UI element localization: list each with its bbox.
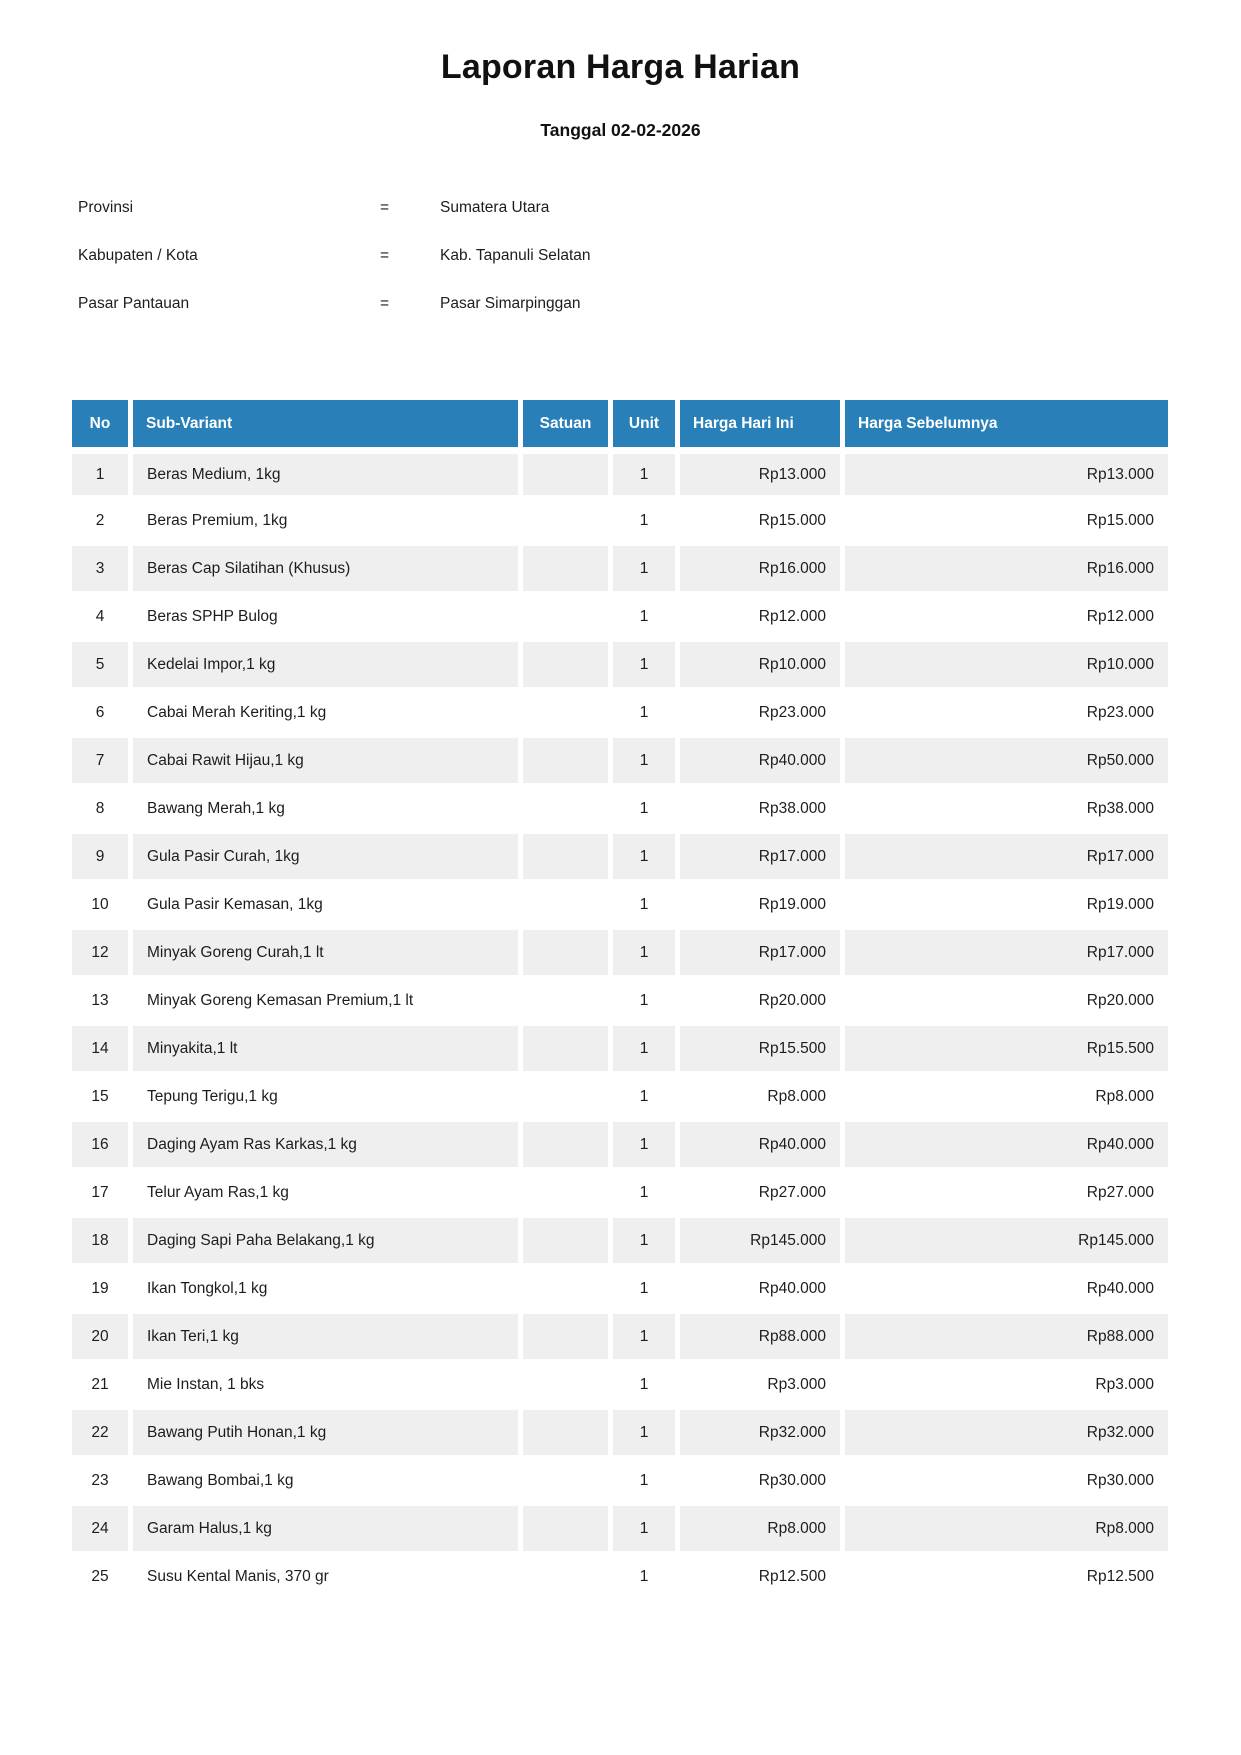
table-row <box>72 879 1168 927</box>
cell-satuan <box>523 1455 613 1503</box>
report-date: Tanggal 02-02-2026 <box>540 120 701 140</box>
cell-no: 18 <box>72 1215 133 1263</box>
cell-sub-variant: Mie Instan, 1 bks <box>133 1359 523 1407</box>
meta-row-kabupaten <box>78 247 1181 265</box>
equals-sign: = <box>380 247 390 264</box>
cell-sub-variant: Minyak Goreng Kemasan Premium,1 lt <box>133 975 523 1023</box>
table-row <box>72 1119 1168 1167</box>
cell-sub-variant: Beras Medium, 1kg <box>133 447 523 495</box>
cell-no: 19 <box>72 1263 133 1311</box>
table-row <box>72 543 1168 591</box>
cell-harga-hari-ini: Rp20.000 <box>680 975 845 1023</box>
cell-sub-variant: Bawang Putih Honan,1 kg <box>133 1407 523 1455</box>
column-header-no: No <box>72 400 133 447</box>
cell-unit: 1 <box>613 1503 680 1551</box>
cell-unit: 1 <box>613 927 680 975</box>
cell-unit: 1 <box>613 1263 680 1311</box>
cell-sub-variant: Kedelai Impor,1 kg <box>133 639 523 687</box>
cell-harga-hari-ini: Rp23.000 <box>680 687 845 735</box>
page-title: Laporan Harga Harian <box>440 48 801 86</box>
cell-harga-sebelumnya: Rp88.000 <box>845 1311 1168 1359</box>
cell-no: 23 <box>72 1455 133 1503</box>
cell-satuan <box>523 927 613 975</box>
cell-harga-sebelumnya: Rp40.000 <box>845 1263 1168 1311</box>
cell-unit: 1 <box>613 1119 680 1167</box>
cell-no: 10 <box>72 879 133 927</box>
table-row <box>72 1503 1168 1551</box>
cell-harga-sebelumnya: Rp10.000 <box>845 639 1168 687</box>
cell-harga-hari-ini: Rp30.000 <box>680 1455 845 1503</box>
cell-no: 14 <box>72 1023 133 1071</box>
table-row <box>72 639 1168 687</box>
table-row <box>72 975 1168 1023</box>
cell-harga-hari-ini: Rp12.500 <box>680 1551 845 1599</box>
cell-harga-hari-ini: Rp38.000 <box>680 783 845 831</box>
cell-unit: 1 <box>613 1071 680 1119</box>
cell-harga-hari-ini: Rp32.000 <box>680 1407 845 1455</box>
header-row <box>72 400 1168 447</box>
cell-harga-hari-ini: Rp8.000 <box>680 1503 845 1551</box>
cell-sub-variant: Beras Premium, 1kg <box>133 495 523 543</box>
cell-harga-sebelumnya: Rp23.000 <box>845 687 1168 735</box>
cell-sub-variant: Ikan Tongkol,1 kg <box>133 1263 523 1311</box>
cell-harga-hari-ini: Rp19.000 <box>680 879 845 927</box>
cell-harga-sebelumnya: Rp40.000 <box>845 1119 1168 1167</box>
cell-harga-hari-ini: Rp10.000 <box>680 639 845 687</box>
cell-satuan <box>523 1551 613 1599</box>
cell-satuan <box>523 1071 613 1119</box>
cell-unit: 1 <box>613 687 680 735</box>
table-row <box>72 1551 1168 1599</box>
cell-satuan <box>523 1119 613 1167</box>
meta-label: Provinsi <box>78 199 134 216</box>
meta-value: Kab. Tapanuli Selatan <box>440 247 591 264</box>
table-row <box>72 1359 1168 1407</box>
table-row <box>72 1311 1168 1359</box>
column-header-satuan: Satuan <box>523 400 613 447</box>
cell-harga-hari-ini: Rp88.000 <box>680 1311 845 1359</box>
cell-sub-variant: Cabai Rawit Hijau,1 kg <box>133 735 523 783</box>
cell-unit: 1 <box>613 783 680 831</box>
cell-harga-hari-ini: Rp40.000 <box>680 1263 845 1311</box>
cell-harga-sebelumnya: Rp27.000 <box>845 1167 1168 1215</box>
cell-no: 4 <box>72 591 133 639</box>
meta-label: Kabupaten / Kota <box>78 247 198 264</box>
cell-harga-hari-ini: Rp15.000 <box>680 495 845 543</box>
cell-unit: 1 <box>613 831 680 879</box>
cell-harga-hari-ini: Rp8.000 <box>680 1071 845 1119</box>
cell-unit: 1 <box>613 639 680 687</box>
cell-no: 13 <box>72 975 133 1023</box>
cell-harga-sebelumnya: Rp17.000 <box>845 831 1168 879</box>
cell-unit: 1 <box>613 975 680 1023</box>
cell-sub-variant: Beras Cap Silatihan (Khusus) <box>133 543 523 591</box>
cell-unit: 1 <box>613 735 680 783</box>
cell-harga-sebelumnya: Rp8.000 <box>845 1503 1168 1551</box>
table-row <box>72 1215 1168 1263</box>
cell-satuan <box>523 447 613 495</box>
cell-no: 15 <box>72 1071 133 1119</box>
meta-label: Pasar Pantauan <box>78 295 190 312</box>
cell-satuan <box>523 1167 613 1215</box>
table-row <box>72 1407 1168 1455</box>
cell-sub-variant: Bawang Merah,1 kg <box>133 783 523 831</box>
cell-unit: 1 <box>613 495 680 543</box>
meta-row-pasar <box>78 295 1181 313</box>
equals-sign: = <box>380 295 390 312</box>
cell-sub-variant: Cabai Merah Keriting,1 kg <box>133 687 523 735</box>
cell-harga-hari-ini: Rp17.000 <box>680 927 845 975</box>
cell-harga-hari-ini: Rp12.000 <box>680 591 845 639</box>
cell-satuan <box>523 831 613 879</box>
cell-no: 22 <box>72 1407 133 1455</box>
cell-harga-sebelumnya: Rp50.000 <box>845 735 1168 783</box>
cell-harga-hari-ini: Rp13.000 <box>680 447 845 495</box>
cell-unit: 1 <box>613 591 680 639</box>
cell-harga-hari-ini: Rp17.000 <box>680 831 845 879</box>
cell-satuan <box>523 1215 613 1263</box>
cell-no: 8 <box>72 783 133 831</box>
cell-harga-hari-ini: Rp145.000 <box>680 1215 845 1263</box>
cell-sub-variant: Ikan Teri,1 kg <box>133 1311 523 1359</box>
cell-satuan <box>523 975 613 1023</box>
cell-harga-sebelumnya: Rp30.000 <box>845 1455 1168 1503</box>
cell-unit: 1 <box>613 1311 680 1359</box>
cell-unit: 1 <box>613 1551 680 1599</box>
cell-unit: 1 <box>613 1167 680 1215</box>
cell-sub-variant: Daging Sapi Paha Belakang,1 kg <box>133 1215 523 1263</box>
cell-satuan <box>523 1311 613 1359</box>
table-header <box>72 400 1168 447</box>
cell-satuan <box>523 543 613 591</box>
column-header-sub-variant: Sub-Variant <box>133 400 523 447</box>
cell-unit: 1 <box>613 1023 680 1071</box>
meta-row-provinsi <box>78 199 1181 217</box>
cell-sub-variant: Gula Pasir Kemasan, 1kg <box>133 879 523 927</box>
cell-satuan <box>523 1263 613 1311</box>
cell-sub-variant: Telur Ayam Ras,1 kg <box>133 1167 523 1215</box>
table-row <box>72 1071 1168 1119</box>
table-row <box>72 927 1168 975</box>
cell-no: 5 <box>72 639 133 687</box>
cell-harga-sebelumnya: Rp8.000 <box>845 1071 1168 1119</box>
cell-no: 12 <box>72 927 133 975</box>
cell-harga-sebelumnya: Rp3.000 <box>845 1359 1168 1407</box>
cell-satuan <box>523 687 613 735</box>
cell-sub-variant: Gula Pasir Curah, 1kg <box>133 831 523 879</box>
cell-sub-variant: Garam Halus,1 kg <box>133 1503 523 1551</box>
cell-unit: 1 <box>613 1455 680 1503</box>
cell-satuan <box>523 639 613 687</box>
cell-harga-hari-ini: Rp40.000 <box>680 735 845 783</box>
cell-unit: 1 <box>613 543 680 591</box>
cell-satuan <box>523 735 613 783</box>
cell-harga-sebelumnya: Rp16.000 <box>845 543 1168 591</box>
cell-no: 20 <box>72 1311 133 1359</box>
cell-harga-hari-ini: Rp15.500 <box>680 1023 845 1071</box>
table-row <box>72 687 1168 735</box>
cell-no: 1 <box>72 447 133 495</box>
cell-satuan <box>523 1023 613 1071</box>
cell-harga-hari-ini: Rp27.000 <box>680 1167 845 1215</box>
cell-no: 3 <box>72 543 133 591</box>
cell-satuan <box>523 591 613 639</box>
cell-sub-variant: Beras SPHP Bulog <box>133 591 523 639</box>
cell-satuan <box>523 1407 613 1455</box>
cell-satuan <box>523 495 613 543</box>
cell-sub-variant: Minyakita,1 lt <box>133 1023 523 1071</box>
cell-sub-variant: Daging Ayam Ras Karkas,1 kg <box>133 1119 523 1167</box>
cell-unit: 1 <box>613 1407 680 1455</box>
cell-harga-sebelumnya: Rp17.000 <box>845 927 1168 975</box>
column-header-unit: Unit <box>613 400 680 447</box>
cell-no: 21 <box>72 1359 133 1407</box>
meta-value: Pasar Simarpinggan <box>440 295 581 312</box>
cell-no: 6 <box>72 687 133 735</box>
cell-unit: 1 <box>613 1359 680 1407</box>
table-row <box>72 831 1168 879</box>
cell-harga-sebelumnya: Rp12.500 <box>845 1551 1168 1599</box>
column-header-harga-sebelumnya: Harga Sebelumnya <box>845 400 1168 447</box>
cell-unit: 1 <box>613 447 680 495</box>
cell-harga-sebelumnya: Rp145.000 <box>845 1215 1168 1263</box>
table-row <box>72 1455 1168 1503</box>
cell-sub-variant: Bawang Bombai,1 kg <box>133 1455 523 1503</box>
cell-no: 7 <box>72 735 133 783</box>
cell-sub-variant: Minyak Goreng Curah,1 lt <box>133 927 523 975</box>
cell-harga-hari-ini: Rp40.000 <box>680 1119 845 1167</box>
price-table-container <box>72 400 1168 1599</box>
cell-satuan <box>523 783 613 831</box>
table-row <box>72 1167 1168 1215</box>
table-row <box>72 735 1168 783</box>
cell-harga-sebelumnya: Rp32.000 <box>845 1407 1168 1455</box>
cell-satuan <box>523 1503 613 1551</box>
price-table <box>72 400 1168 1599</box>
cell-harga-sebelumnya: Rp38.000 <box>845 783 1168 831</box>
table-row <box>72 591 1168 639</box>
meta-value: Sumatera Utara <box>440 199 550 216</box>
table-row <box>72 495 1168 543</box>
table-row <box>72 783 1168 831</box>
table-body <box>72 447 1168 1599</box>
cell-harga-sebelumnya: Rp13.000 <box>845 447 1168 495</box>
table-row <box>72 1023 1168 1071</box>
cell-no: 25 <box>72 1551 133 1599</box>
cell-sub-variant: Susu Kental Manis, 370 gr <box>133 1551 523 1599</box>
cell-satuan <box>523 879 613 927</box>
cell-satuan <box>523 1359 613 1407</box>
cell-harga-sebelumnya: Rp15.000 <box>845 495 1168 543</box>
table-row <box>72 447 1168 495</box>
cell-no: 17 <box>72 1167 133 1215</box>
table-row <box>72 1263 1168 1311</box>
cell-unit: 1 <box>613 1215 680 1263</box>
cell-harga-sebelumnya: Rp19.000 <box>845 879 1168 927</box>
cell-harga-sebelumnya: Rp15.500 <box>845 1023 1168 1071</box>
cell-unit: 1 <box>613 879 680 927</box>
cell-sub-variant: Tepung Terigu,1 kg <box>133 1071 523 1119</box>
cell-harga-sebelumnya: Rp12.000 <box>845 591 1168 639</box>
cell-no: 24 <box>72 1503 133 1551</box>
cell-harga-hari-ini: Rp3.000 <box>680 1359 845 1407</box>
cell-no: 2 <box>72 495 133 543</box>
equals-sign: = <box>380 199 390 216</box>
cell-harga-hari-ini: Rp16.000 <box>680 543 845 591</box>
cell-harga-sebelumnya: Rp20.000 <box>845 975 1168 1023</box>
cell-no: 16 <box>72 1119 133 1167</box>
report-meta <box>0 199 1241 343</box>
cell-no: 9 <box>72 831 133 879</box>
column-header-harga-hari-ini: Harga Hari Ini <box>680 400 845 447</box>
